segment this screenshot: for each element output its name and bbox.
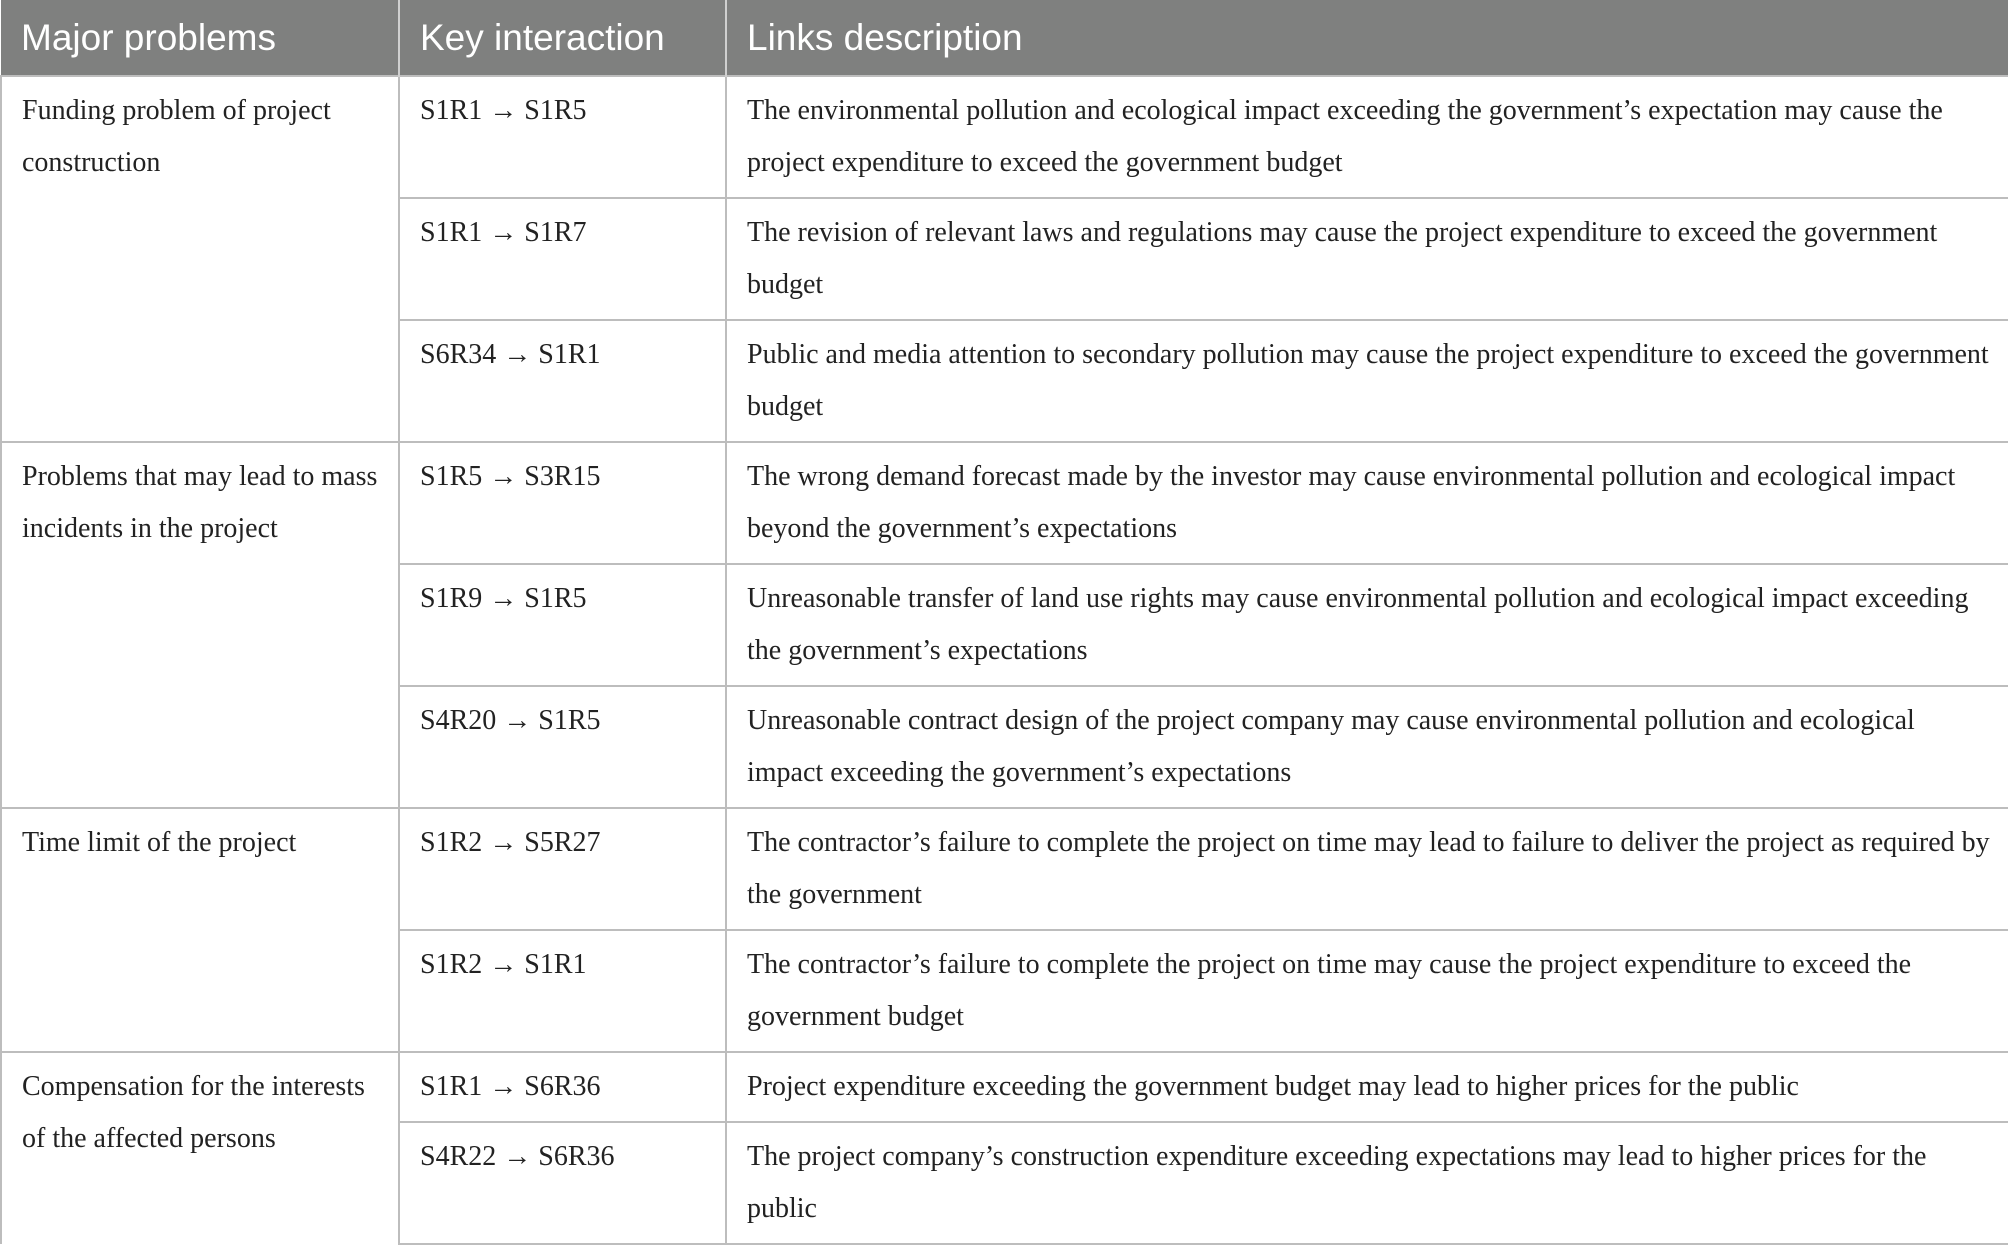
description-cell: Unreasonable transfer of land use rights may cause environmental pollution and ecological impact exceeding the government’s expectations [726, 564, 2008, 686]
interaction-cell: S1R1 → S6R36 [399, 1052, 726, 1122]
description-cell: The environmental pollution and ecological impact exceeding the government’s expectation may cause the project expenditure to exceed the government budget [726, 76, 2008, 198]
table-row [1, 1052, 2008, 1122]
description-cell: Public and media attention to secondary pollution may cause the project expenditure to exceed the government budget [726, 320, 2008, 442]
problem-cell: Problems that may lead to mass incidents in the project [1, 442, 399, 808]
table-header [1, 0, 2008, 76]
table-row [1, 808, 2008, 930]
description-cell: The revision of relevant laws and regulations may cause the project expenditure to exceed the government budget [726, 198, 2008, 320]
interaction-cell: S1R2 → S1R1 [399, 930, 726, 1052]
header-major-problems: Major problems [21, 16, 276, 58]
interaction-cell: S1R2 → S5R27 [399, 808, 726, 930]
interaction-cell: S1R1 → S1R5 [399, 76, 726, 198]
header-key-interaction: Key interaction [399, 0, 726, 76]
interaction-cell: S4R20 → S1R5 [399, 686, 726, 808]
problem-cell: Funding problem of project construction [1, 76, 399, 442]
description-cell: Unreasonable contract design of the project company may cause environmental pollution and ecological impact exceeding the government’s expectations [726, 686, 2008, 808]
interaction-cell: S1R5 → S3R15 [399, 442, 726, 564]
description-cell: The contractor’s failure to complete the project on time may lead to failure to deliver the project as required by the government [726, 808, 2008, 930]
interaction-cell: S6R34 → S1R1 [399, 320, 726, 442]
interaction-cell: S1R1 → S1R7 [399, 198, 726, 320]
table-row [1, 442, 2008, 564]
description-cell: Project expenditure exceeding the government budget may lead to higher prices for the public [726, 1052, 2008, 1122]
interaction-cell: S1R9 → S1R5 [399, 564, 726, 686]
description-cell: The project company’s construction expenditure exceeding expectations may lead to higher prices for the public [726, 1122, 2008, 1244]
description-cell: The contractor’s failure to complete the project on time may cause the project expenditure to exceed the government budget [726, 930, 2008, 1052]
problem-cell: Compensation for the interests of the affected persons [1, 1052, 399, 1244]
table-row [1, 76, 2008, 198]
interaction-cell: S4R22 → S6R36 [399, 1122, 726, 1244]
description-cell: The wrong demand forecast made by the investor may cause environmental pollution and ecological impact beyond the government’s expectations [726, 442, 2008, 564]
header-row [1, 0, 2008, 76]
problem-cell: Time limit of the project [1, 808, 399, 1052]
header-links-description: Links description [726, 0, 2008, 76]
table-body [1, 76, 2008, 1244]
